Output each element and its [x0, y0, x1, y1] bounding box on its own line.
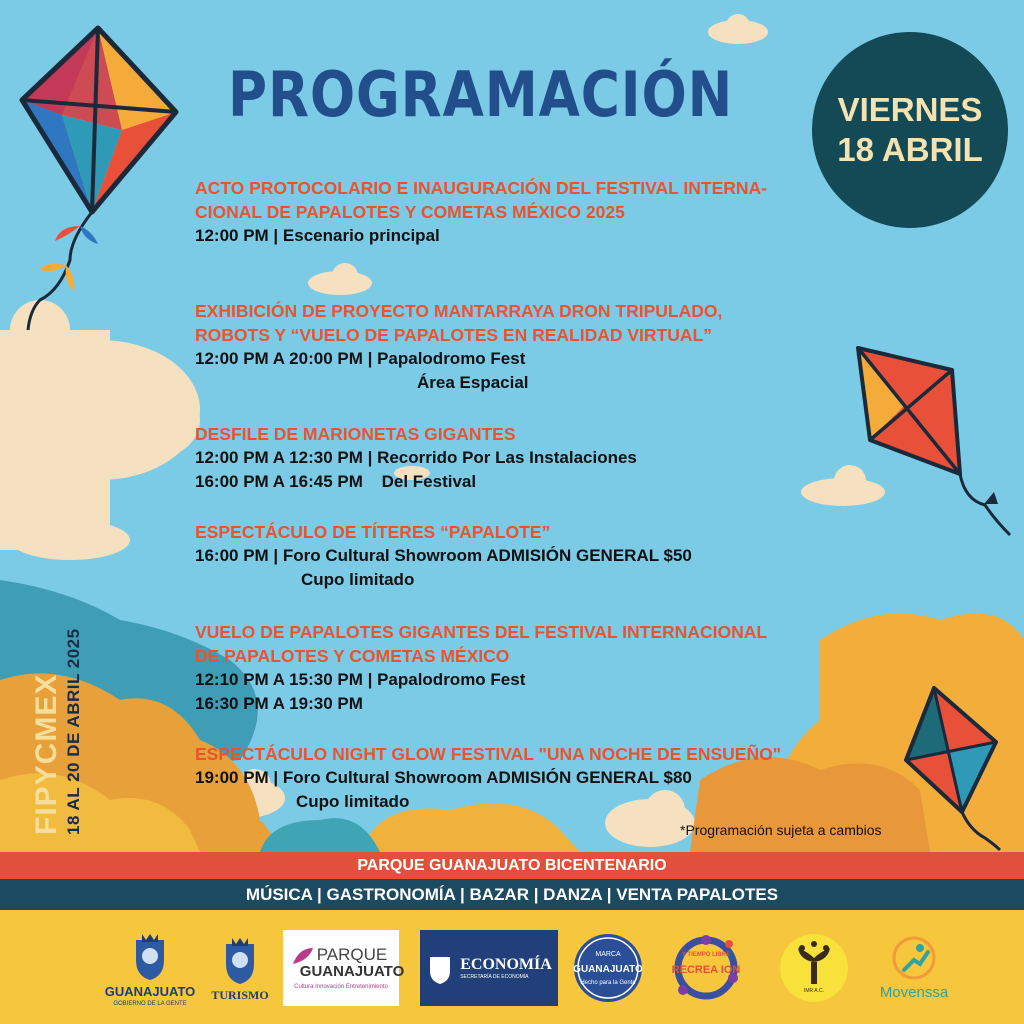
event-title: EXHIBICIÓN DE PROYECTO MANTARRAYA DRON TRIPULADO, [195, 301, 723, 321]
logo-label-2: GUANAJUATO [299, 963, 405, 980]
event-title: DESFILE DE MARIONETAS GIGANTES [195, 424, 516, 444]
side-dates: 18 AL 20 DE ABRIL 2025 [64, 628, 83, 835]
event-item [195, 620, 767, 716]
event-title: ACTO PROTOCOLARIO E INAUGURACIÓN DEL FESTIVAL INTERNA- [195, 178, 768, 198]
marca-guanajuato-icon [572, 932, 644, 1004]
logo-sub: Cultura Innovación Entretenimiento [294, 984, 388, 990]
event-schedule: 16:30 PM A 19:30 PM [195, 694, 363, 713]
logo-label: TURISMO [211, 987, 269, 1002]
event-schedule [195, 470, 637, 494]
logo-marca-guanajuato [572, 928, 644, 1008]
kite-large-icon [22, 28, 176, 330]
movenssa-logo-icon [886, 936, 942, 984]
event-schedule: 12:10 PM A 15:30 PM | Papalodromo Fest [195, 670, 526, 689]
page-title: PROGRAMACIÓN [228, 58, 734, 131]
event-title: ESPECTÁCULO DE TÍTERES “PAPALOTE” [195, 522, 551, 542]
logo-turismo [205, 928, 275, 1008]
logo-label: ECONOMÍA [460, 956, 552, 973]
event-schedule: 12:00 PM | Escenario principal [195, 226, 440, 245]
event-schedule: 12:00 PM A 12:30 PM | Recorrido Por Las Instalaciones [195, 448, 637, 467]
activities-banner: MÚSICA | GASTRONOMÍA | BAZAR | DANZA | VENTA PAPALOTES [0, 879, 1024, 910]
logo-economia [420, 930, 558, 1006]
event-schedule: Área Espacial [417, 373, 529, 392]
date-badge [812, 32, 1008, 228]
logo-parque [283, 930, 405, 1006]
logo-recreacion [656, 928, 756, 1008]
logo-label: MARCA [595, 951, 621, 958]
logo-label: Movenssa [879, 983, 949, 1001]
logo-guanajuato [100, 928, 200, 1008]
logo-label-2: Y TIEMPO LIBRE [681, 952, 731, 958]
event-schedule-time: 16:00 PM A 16:45 PM [195, 472, 363, 491]
tourism-crest-icon [218, 934, 262, 986]
logo-sub: SECRETARÍA DE ECONOMÍA [460, 974, 529, 980]
state-crest-icon [128, 930, 172, 982]
event-title: DE PAPALOTES Y COMETAS MÉXICO [195, 646, 510, 666]
side-branding [30, 628, 83, 835]
logo-sub: Hecho para la Gente [580, 980, 636, 986]
date-date: 18 ABRIL [837, 131, 983, 168]
event-title: CIONAL DE PAPALOTES Y COMETAS MÉXICO 2025 [195, 202, 625, 222]
logo-sub: GOBIERNO DE LA GENTE [113, 1000, 187, 1007]
event-title: ESPECTÁCULO NIGHT GLOW FESTIVAL "UNA NOCHE DE ENSUEÑO" [195, 744, 782, 764]
date-day: VIERNES [837, 91, 983, 128]
event-schedule-place: Del Festival [381, 472, 477, 491]
event-title: ROBOTS Y “VUELO DE PAPALOTES EN REALIDAD VIRTUAL” [195, 325, 712, 345]
schedule-note: *Programación sujeta a cambios [680, 822, 882, 838]
logo-label: IMR A.C. [803, 988, 825, 994]
logo-label: PARQUE [316, 945, 388, 964]
event-schedule: Cupo limitado [296, 792, 410, 811]
logo-label: GUANAJUATO [104, 983, 196, 999]
tree-logo-icon [778, 932, 850, 1004]
logo-imr [778, 928, 850, 1008]
side-brand: FIPYCMEX [30, 673, 63, 835]
event-schedule: 19:00 PM | Foro Cultural Showroom ADMISIÓN GENERAL $80 [195, 768, 692, 787]
cloud-left-cream [0, 300, 200, 560]
parque-logo-icon [291, 946, 315, 966]
event-item [195, 176, 767, 248]
event-item [195, 742, 781, 814]
event-item [195, 299, 722, 395]
event-item [195, 520, 692, 592]
kite-right-icon [858, 348, 1010, 535]
event-item [195, 422, 637, 494]
venue-banner: PARQUE GUANAJUATO BICENTENARIO [0, 852, 1024, 879]
event-schedule: 16:00 PM | Foro Cultural Showroom ADMISIÓN GENERAL $50 [195, 546, 692, 565]
economia-crest-icon [426, 951, 454, 985]
logo-label: RECREA ION [671, 964, 741, 976]
recreacion-logo-icon [661, 930, 751, 1006]
event-title: VUELO DE PAPALOTES GIGANTES DEL FESTIVAL INTERNACIONAL [195, 622, 768, 642]
event-schedule: 12:00 PM A 20:00 PM | Papalodromo Fest [195, 349, 526, 368]
event-schedule: Cupo limitado [301, 570, 415, 589]
logo-label-2: GUANAJUATO [573, 964, 643, 975]
logo-movenssa [862, 928, 966, 1008]
